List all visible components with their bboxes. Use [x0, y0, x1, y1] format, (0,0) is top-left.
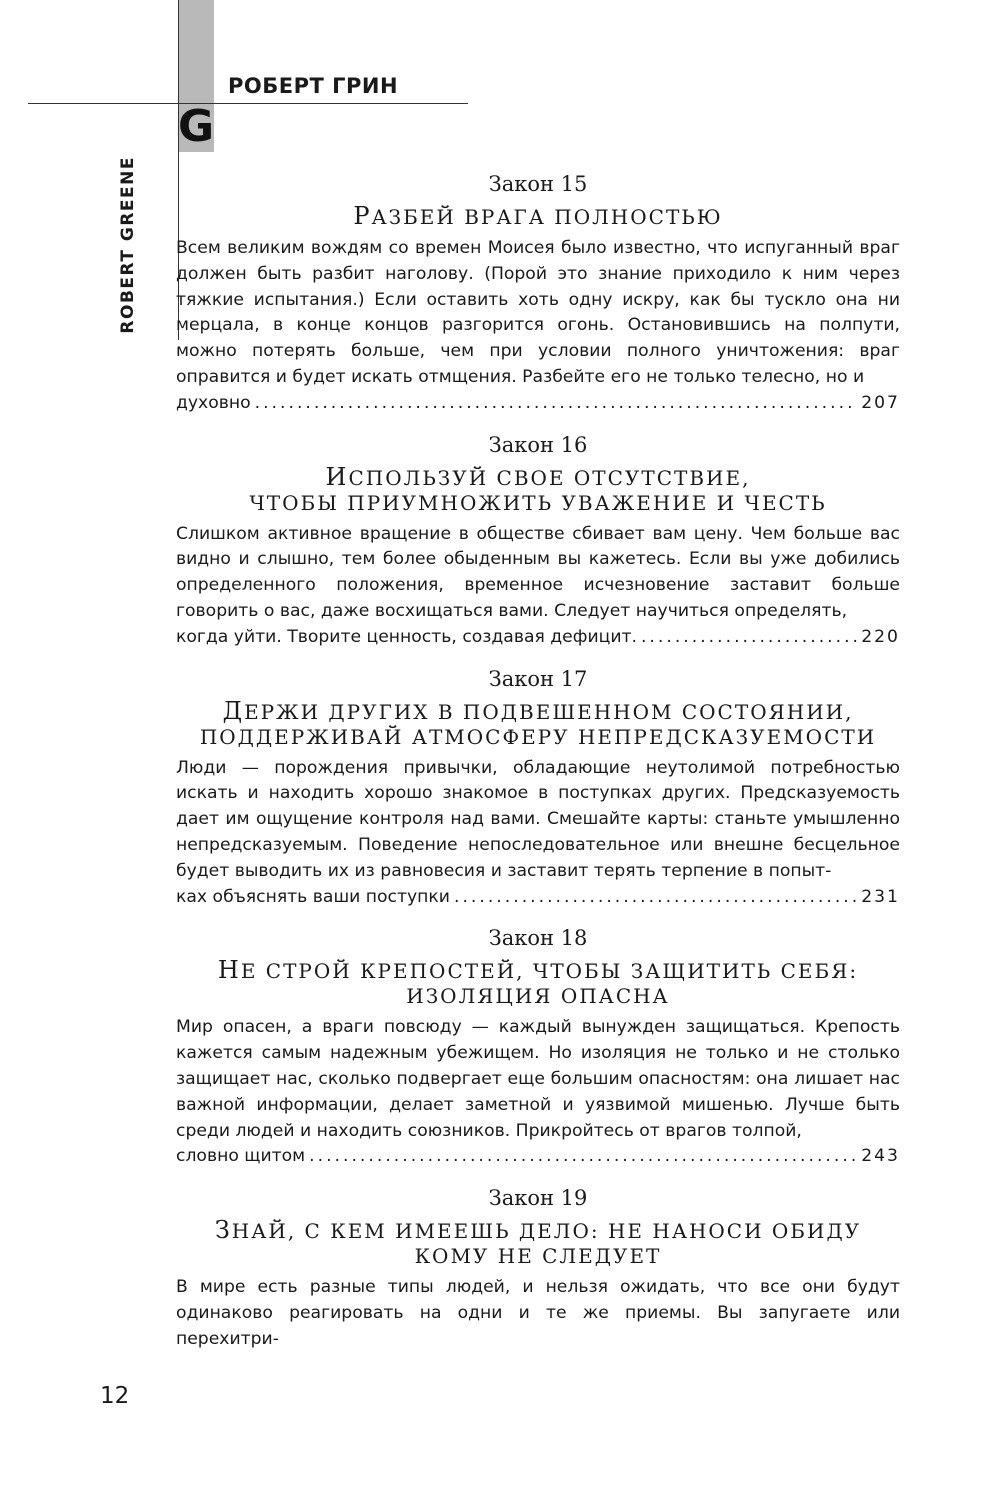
logo-letter: G — [177, 101, 215, 152]
leader-dots — [454, 885, 857, 911]
law-16 — [176, 431, 900, 651]
page-reference: 243 — [861, 1146, 900, 1167]
law-18 — [176, 924, 900, 1170]
page-reference: 220 — [861, 626, 900, 647]
law-name: КОМУ НЕ СЛЕДУЕТ — [414, 1244, 662, 1269]
law-description — [176, 1275, 900, 1352]
law-15 — [176, 170, 900, 417]
law-description-text: Всем великим вождям со времен Моисея было известно, что испуганный враг должен быть разбит наголову. (Порой это знание приходило к ним через тяжкие испытания.) Если оставить хоть одну искру, как бы тускло она ни мерцала, в конце концов разгорится огонь. Остановившись на полпути, можно потерять больше, чем при условии полного уничтожения: враг оправится и будет искать отмщения. Разбейте его не только телесно, но и — [176, 238, 900, 387]
law-description-last: ках объяснять ваши поступки — [176, 886, 450, 907]
law-title: Закон 18 — [488, 926, 588, 951]
spine-author-latin: ROBERT GREENE — [118, 156, 138, 334]
toc-entry-line — [176, 625, 900, 651]
law-19 — [176, 1184, 900, 1352]
leader-dots — [309, 1144, 857, 1170]
law-title: Закон 19 — [488, 1186, 588, 1211]
law-name: ИСПОЛЬЗУЙ СВОЕ ОТСУТСТВИЕ, — [325, 462, 751, 491]
law-title: Закон 16 — [488, 432, 588, 457]
law-name: РАЗБЕЙ ВРАГА ПОЛНОСТЬЮ — [353, 202, 723, 230]
toc-entry-line — [176, 1144, 900, 1170]
law-description-text: Мир опасен, а враги повсюду — каждый вынужден защищаться. Крепость кажется самым надежным убежищем. Но изоляция не только и не столько защищает нас, сколько подвергает еще большим опасностям: она лишает нас важной информации, делает заметной и уязвимой мишенью. Лучше быть среди людей и находить союзников. Прикройтесь от врагов толпой, — [176, 1017, 900, 1141]
toc-entry-line — [176, 391, 900, 417]
law-title: Закон 15 — [488, 172, 588, 196]
law-name: ПОДДЕРЖИВАЙ АТМОСФЕРУ НЕПРЕДСКАЗУЕМОСТИ — [199, 724, 877, 749]
law-name: ЧТОБЫ ПРИУМНОЖИТЬ УВАЖЕНИЕ И ЧЕСТЬ — [249, 490, 827, 515]
law-name: ИЗОЛЯЦИЯ ОПАСНА — [406, 984, 670, 1009]
law-description-text: Люди — порождения привычки, обладающие неутолимой потребностью искать и находить хорошо знакомое в поступках других. Предсказуемость дает им ощущение контроля над вами. Смешайте карты: станьте умышленно непредсказуемым. Поведение непоследовательное или внешне бесцельное будет выводить их из равновесия и заставит терять терпение в попыт- — [176, 757, 900, 881]
law-description-last: духовно — [176, 392, 251, 413]
leader-dots — [641, 625, 857, 651]
law-17 — [176, 665, 900, 911]
page-reference: 207 — [861, 392, 900, 413]
law-name: НЕ СТРОЙ КРЕПОСТЕЙ, ЧТОБЫ ЗАЩИТИТЬ СЕБЯ: — [217, 956, 859, 985]
law-name: ДЕРЖИ ДРУГИХ В ПОДВЕШЕННОМ СОСТОЯНИИ, — [222, 696, 854, 725]
toc-entry-line — [176, 885, 900, 911]
table-of-contents — [176, 170, 900, 1367]
law-description-text: Слишком активное вращение в обществе сбивает вам цену. Чем больше вас видно и слышно, тем более обыденным вы кажетесь. Если вы уже добились определенного положения, временное исчезновение заставит больше говорить о вас, даже восхищаться вами. Следует научиться определять, — [176, 523, 900, 621]
running-head-author: РОБЕРТ ГРИН — [228, 74, 399, 98]
law-description — [176, 756, 900, 911]
law-title: Закон 17 — [488, 666, 588, 691]
page-reference: 231 — [861, 886, 900, 907]
law-description-last: когда уйти. Творите ценность, создавая дефицит. — [176, 626, 637, 647]
law-description — [176, 522, 900, 651]
header-rule — [28, 103, 468, 104]
leader-dots — [255, 391, 858, 417]
law-description — [176, 1015, 900, 1170]
law-name: ЗНАЙ, С КЕМ ИМЕЕШЬ ДЕЛО: НЕ НАНОСИ ОБИДУ — [214, 1216, 862, 1245]
page-number: 12 — [100, 1383, 130, 1409]
law-description-text: В мире есть разные типы людей, и нельзя ожидать, что все они будут одинаково реагировать на одни и те же приемы. Вы запугаете или перехитри- — [176, 1277, 900, 1349]
law-description-last: словно щитом — [176, 1146, 306, 1167]
law-description — [176, 236, 900, 417]
